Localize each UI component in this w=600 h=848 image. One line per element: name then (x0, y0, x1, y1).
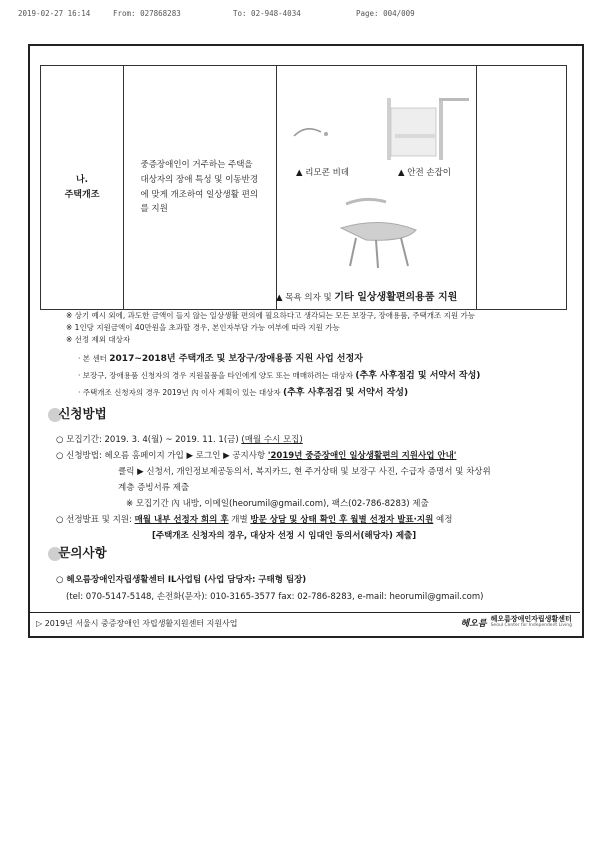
apply-selection-2: [주택개조 신청자의 경우, 대상자 선정 시 임대인 동의서(해당자) 제출] (152, 531, 417, 541)
note-item: ※ 1인당 지원금액이 40만원을 초과할 경우, 본인자부담 가능 여부에 따라 지원 가능 (66, 323, 340, 332)
caption-safety-handle: ▲ 안전 손잡이 (398, 168, 451, 178)
note-item: ※ 상기 예시 외에, 과도한 금액이 들지 않는 일상생활 편의에 필요하다고 생각되는 모든 보장구, 장애용품, 주택개조 지원 가능 (66, 311, 475, 320)
apply-method-4: ※ 모집기간 內 내방, 이메일(heorumil@gmail.com), 팩스(02-786-8283) 제출 (126, 499, 429, 509)
apply-selection: ○ 선정발표 및 지원: 매월 내부 선정자 회의 후 개별 방문 상담 및 상태 확인 후 월별 선정자 발표·지원 예정 (56, 515, 453, 525)
logo-mark: 헤오름 (460, 619, 487, 629)
category-cell (41, 66, 123, 309)
contact-section-title: 문의사항 (48, 543, 107, 561)
fax-page: Page: 004/009 (356, 9, 415, 18)
logo-name: 헤오름장애인자립생활센터 (490, 615, 572, 624)
remote-bidet-photo (286, 96, 376, 166)
safety-handle-photo (381, 94, 481, 164)
caption-bath-chair (276, 288, 457, 303)
logo-sub: Seoul Center for Independent Living (490, 622, 572, 628)
footer-text: ▷ 2019년 서울시 중증장애인 자립생활지원센터 지원사업 (36, 619, 238, 628)
description-text: 중증장애인이 거주하는 주택을 대상자의 장애 특성 및 이동반경에 맞게 개조하여 일상생활 편의를 지원 (140, 159, 259, 215)
category-name: 주택개조 (64, 189, 100, 200)
caption-bath-chair-text: ▲ 목욕 의자 및 (276, 293, 332, 303)
contact-details: (tel: 070-5147-5148, 손전화(문자): 010-3165-3577 fax: 02-786-8283, e-mail: heorumil@gmail.com) (66, 592, 484, 602)
apply-section-title: 신청방법 (48, 404, 107, 422)
category-number: 나. (75, 175, 89, 186)
description-cell (123, 66, 276, 309)
center-logo (460, 616, 572, 629)
note-item: ※ 선정 제외 대상자 (66, 335, 131, 344)
fax-datetime: 2019-02-27 16:14 (18, 9, 91, 18)
bath-chair-photo (326, 188, 436, 273)
notes-list (66, 310, 475, 346)
apply-method-1: ○ 신청방법: 헤오름 홈페이지 가입 ▶ 로그인 ▶ 공지사항 '2019년 중증장애인 일상생활편의 지원사업 안내' (56, 451, 457, 461)
footer (28, 612, 580, 635)
fax-from: From: 027868283 (113, 9, 181, 18)
image-cell (276, 66, 476, 309)
apply-period: ○ 모집기간: 2019. 3. 4(월) ~ 2019. 11. 1(금) (매월 수시 모집) (56, 435, 303, 445)
apply-method-3: 계층 증빙서류 제출 (118, 483, 190, 493)
apply-method-2: 클릭 ▶ 신청서, 개인정보제공동의서, 복지카드, 현 주거상태 및 보장구 사진, 수급자 증명서 및 차상위 (118, 467, 491, 477)
exclusion-1: · 본 센터 2017~2018년 주택개조 및 보장구/장애용품 지원 사업 선정자 (78, 354, 363, 364)
fax-to: To: 02-948-4034 (233, 9, 301, 18)
caption-bath-chair-bold: 기타 일상생활편의용품 지원 (334, 292, 458, 303)
contact-org: ○ 헤오름장애인자립생활센터 IL사업팀 (사업 담당자: 구태형 팀장) (56, 575, 307, 585)
support-table (40, 65, 567, 310)
caption-remote-bidet: ▲ 리모콘 비데 (296, 168, 349, 178)
exclusion-3: · 주택개조 신청자의 경우 2019년 內 이사 계획이 있는 대상자 (추후 사후점검 및 서약서 작성) (78, 388, 409, 398)
exclusion-2: · 보장구, 장애용품 신청자의 경우 지원물품을 타인에게 양도 또는 매매하려는 대상자 (추후 사후점검 및 서약서 작성) (78, 371, 481, 381)
